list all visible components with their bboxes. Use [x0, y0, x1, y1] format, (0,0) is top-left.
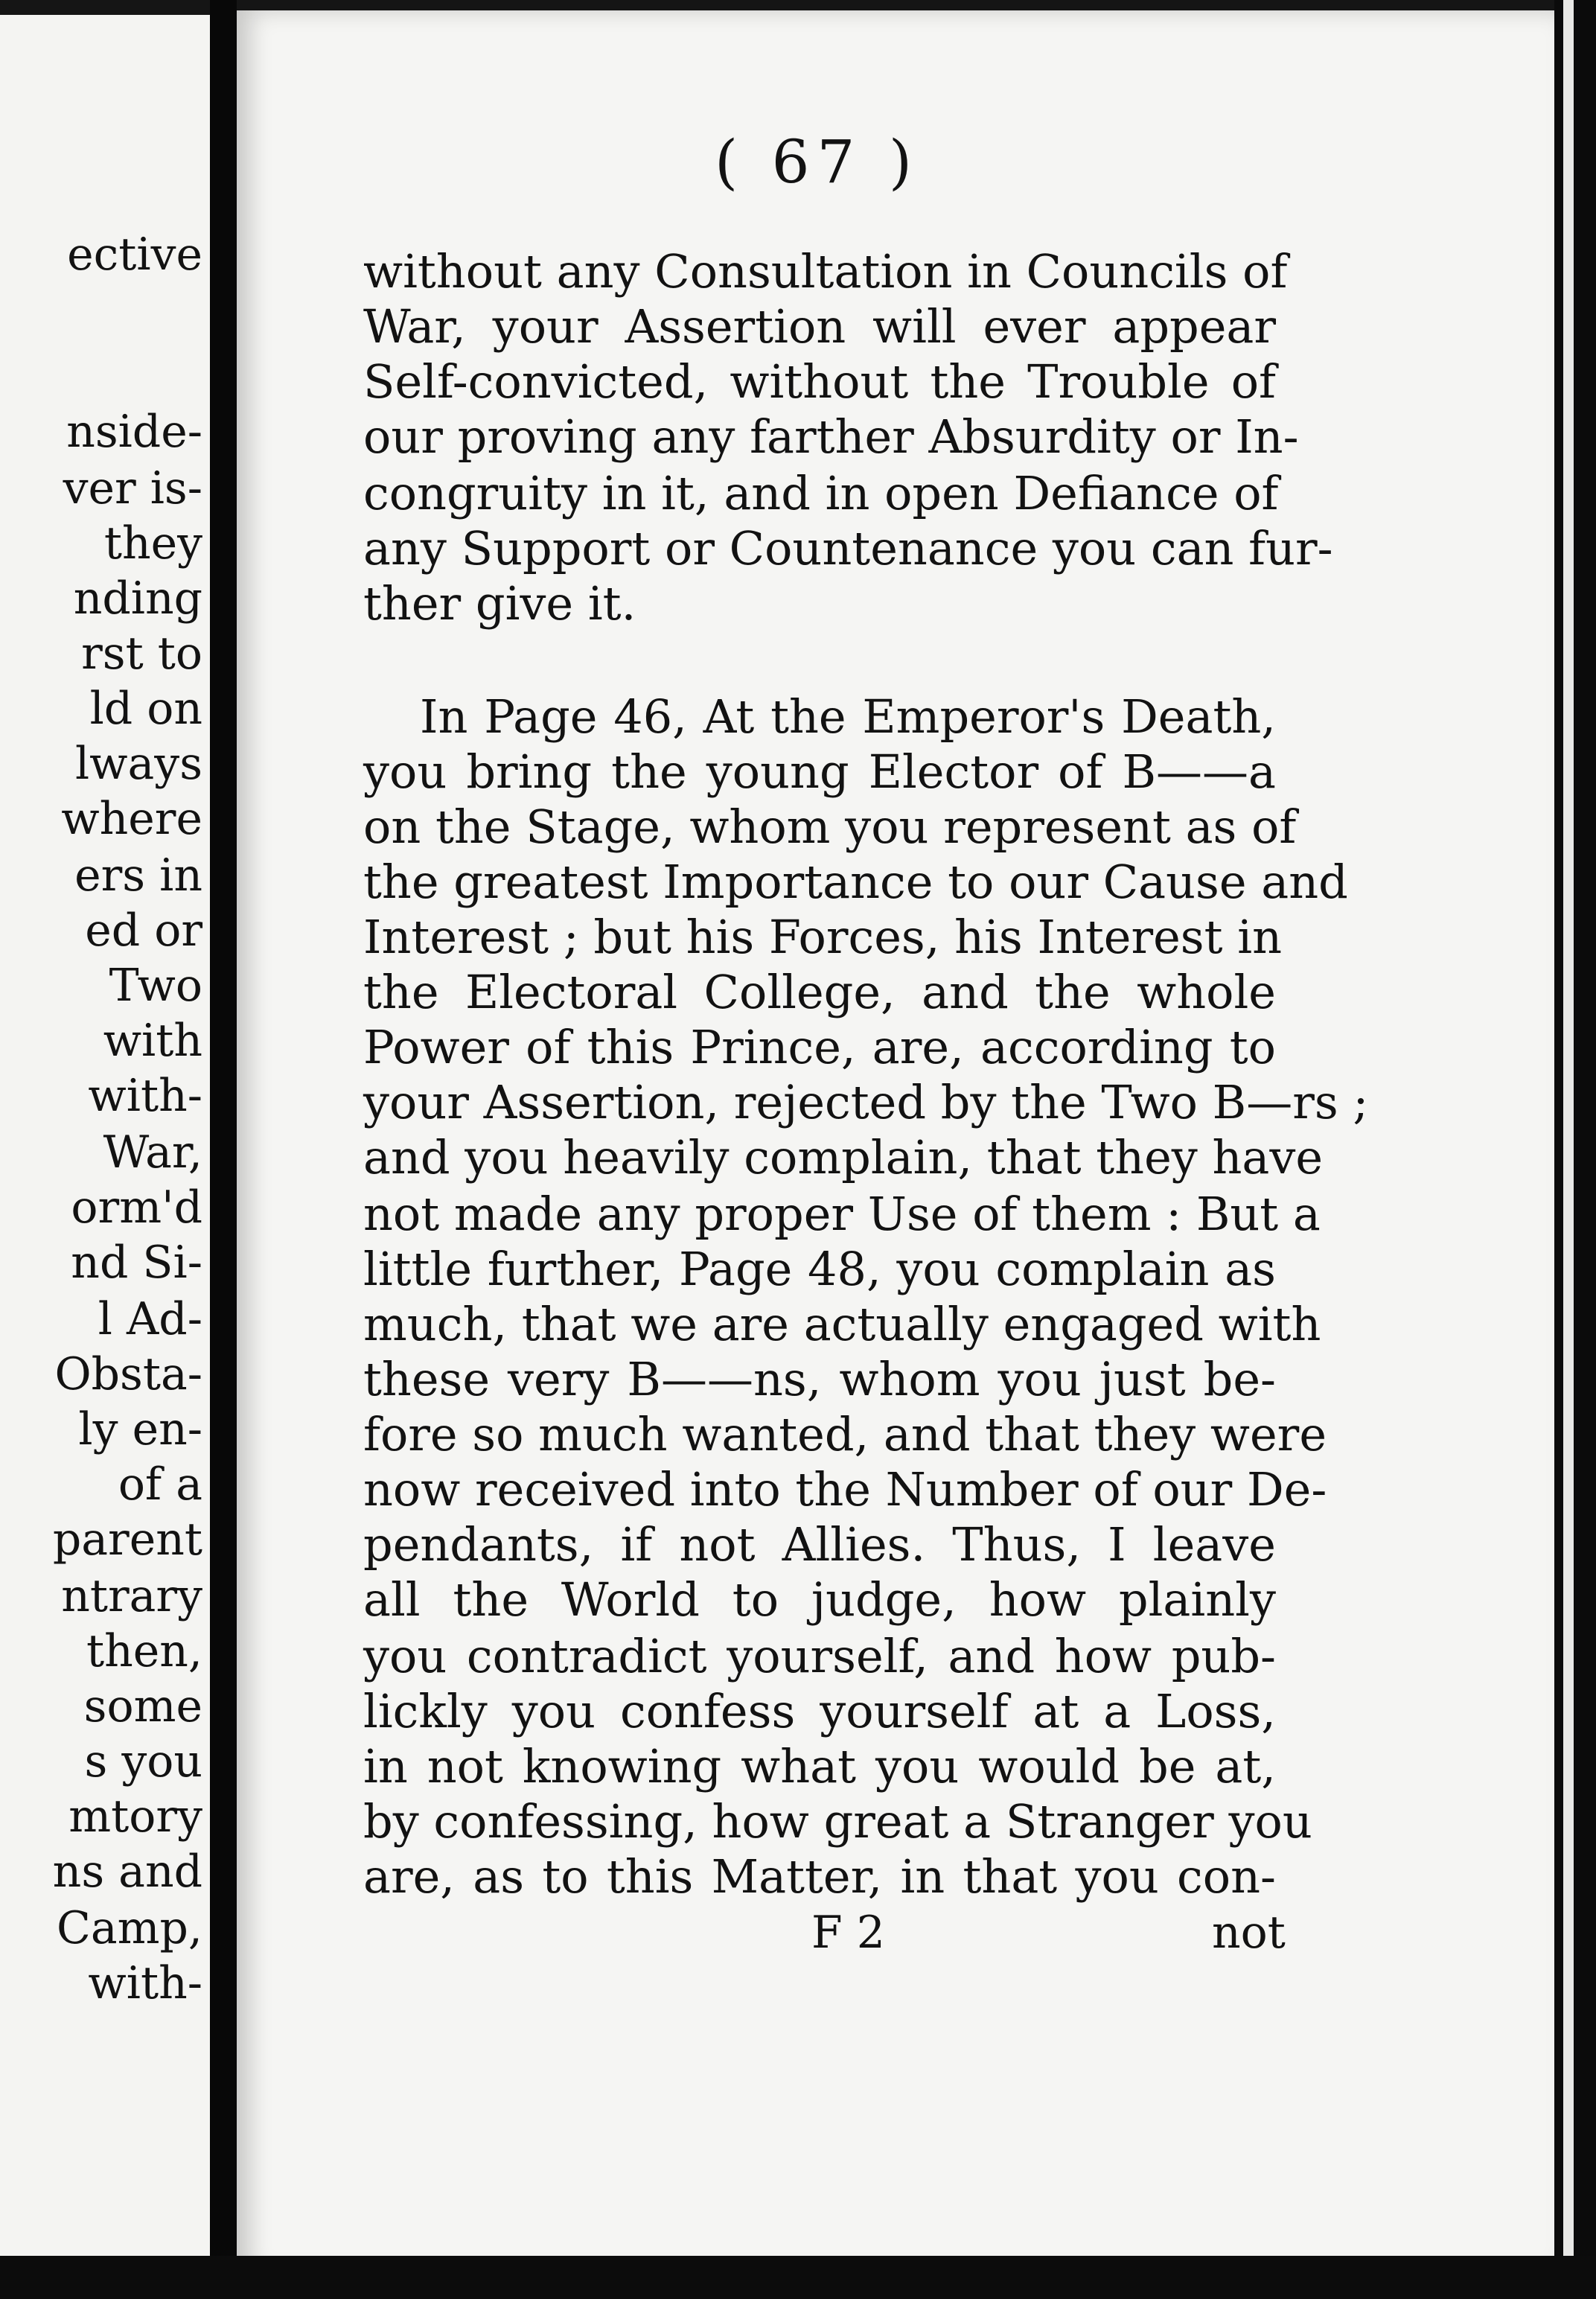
left-page-line: ly en-	[78, 1403, 202, 1455]
left-page-line: ective	[67, 229, 202, 281]
left-page-line: Obsta-	[54, 1348, 202, 1400]
text-line: in not knowing what you would be at,	[363, 1739, 1276, 1793]
text-line: fore so much wanted, and that they were	[363, 1407, 1327, 1461]
left-page-line: parent	[52, 1514, 202, 1566]
scan-bottom-border	[0, 2256, 1596, 2299]
text-line: you bring the young Elector of B——a	[363, 744, 1276, 799]
text-line: the greatest Importance to our Cause and	[363, 855, 1348, 909]
left-page-line: Two	[109, 960, 202, 1012]
left-page-line: s you	[84, 1735, 202, 1788]
text-line: War, your Assertion will ever appear	[363, 299, 1276, 354]
text-line: In Page 46, At the Emperor's Death,	[420, 689, 1276, 744]
left-page-line: nding	[73, 573, 202, 625]
binding-gutter	[210, 0, 237, 2299]
text-line: Power of this Prince, are, according to	[363, 1020, 1276, 1074]
left-page-line: lways	[74, 738, 202, 790]
left-page-line: some	[83, 1680, 202, 1732]
text-line: congruity in it, and in open Defiance of	[363, 466, 1279, 520]
text-line: by confessing, how great a Stranger you	[363, 1794, 1312, 1849]
text-line: ther give it.	[363, 576, 636, 631]
left-page-line: l Ad-	[98, 1293, 202, 1345]
left-page-line: rst to	[81, 628, 202, 680]
text-line: Interest ; but his Forces, his Interest in	[363, 910, 1283, 964]
left-page-line: ld on	[89, 683, 202, 735]
text-line: Self-convicted, without the Trouble of	[363, 354, 1276, 409]
page-edge-shadow	[1554, 0, 1596, 2299]
left-page-line: nd Si-	[71, 1237, 202, 1289]
left-page-line: with-	[88, 1957, 202, 2009]
signature-mark: F 2	[811, 1907, 885, 1959]
text-line: are, as to this Matter, in that you con-	[363, 1849, 1276, 1904]
left-page-line: ns and	[52, 1846, 202, 1898]
text-line: on the Stage, whom you represent as of	[363, 800, 1297, 854]
text-line: much, that we are actually engaged with	[363, 1297, 1321, 1351]
text-line: little further, Page 48, you complain as	[363, 1242, 1276, 1296]
left-facing-page	[0, 15, 210, 2256]
left-page-line: mtory	[68, 1791, 202, 1843]
left-page-line: ed or	[85, 905, 202, 957]
left-page-line: ver is-	[63, 462, 202, 514]
text-line: not made any proper Use of them : But a	[363, 1187, 1321, 1241]
left-page-line: with-	[88, 1070, 202, 1122]
text-line: all the World to judge, how plainly	[363, 1572, 1276, 1627]
catchword: not	[1212, 1907, 1286, 1959]
left-page-line: they	[103, 517, 202, 570]
text-line: any Support or Countenance you can fur-	[363, 521, 1333, 575]
left-page-line: ntrary	[61, 1570, 202, 1622]
left-page-line: where	[61, 793, 202, 845]
page-number: ( 67 )	[715, 127, 920, 197]
text-line: and you heavily complain, that they have	[363, 1130, 1324, 1184]
left-page-line: then,	[86, 1625, 202, 1677]
left-page-line: nside-	[66, 406, 202, 458]
text-line: without any Consultation in Councils of	[363, 244, 1288, 299]
text-line: you contradict yourself, and how pub-	[363, 1629, 1276, 1683]
text-line: lickly you confess yourself at a Loss,	[363, 1684, 1276, 1738]
text-line: these very B——ns, whom you just be-	[363, 1352, 1276, 1406]
left-page-line: Camp,	[56, 1902, 202, 1954]
text-line: pendants, if not Allies. Thus, I leave	[363, 1517, 1276, 1572]
left-page-line: with	[103, 1015, 202, 1067]
left-page-line: of a	[118, 1458, 202, 1511]
page-edge-strip	[1563, 0, 1574, 2299]
text-line: the Electoral College, and the whole	[363, 965, 1276, 1019]
left-page-line: War,	[103, 1126, 202, 1179]
text-line: now received into the Number of our De-	[363, 1462, 1327, 1517]
text-line: your Assertion, rejected by the Two B—rs ;	[363, 1075, 1369, 1129]
text-line: our proving any farther Absurdity or In-	[363, 409, 1299, 464]
left-page-line: ers in	[74, 849, 202, 902]
left-page-line: orm'd	[71, 1182, 202, 1234]
